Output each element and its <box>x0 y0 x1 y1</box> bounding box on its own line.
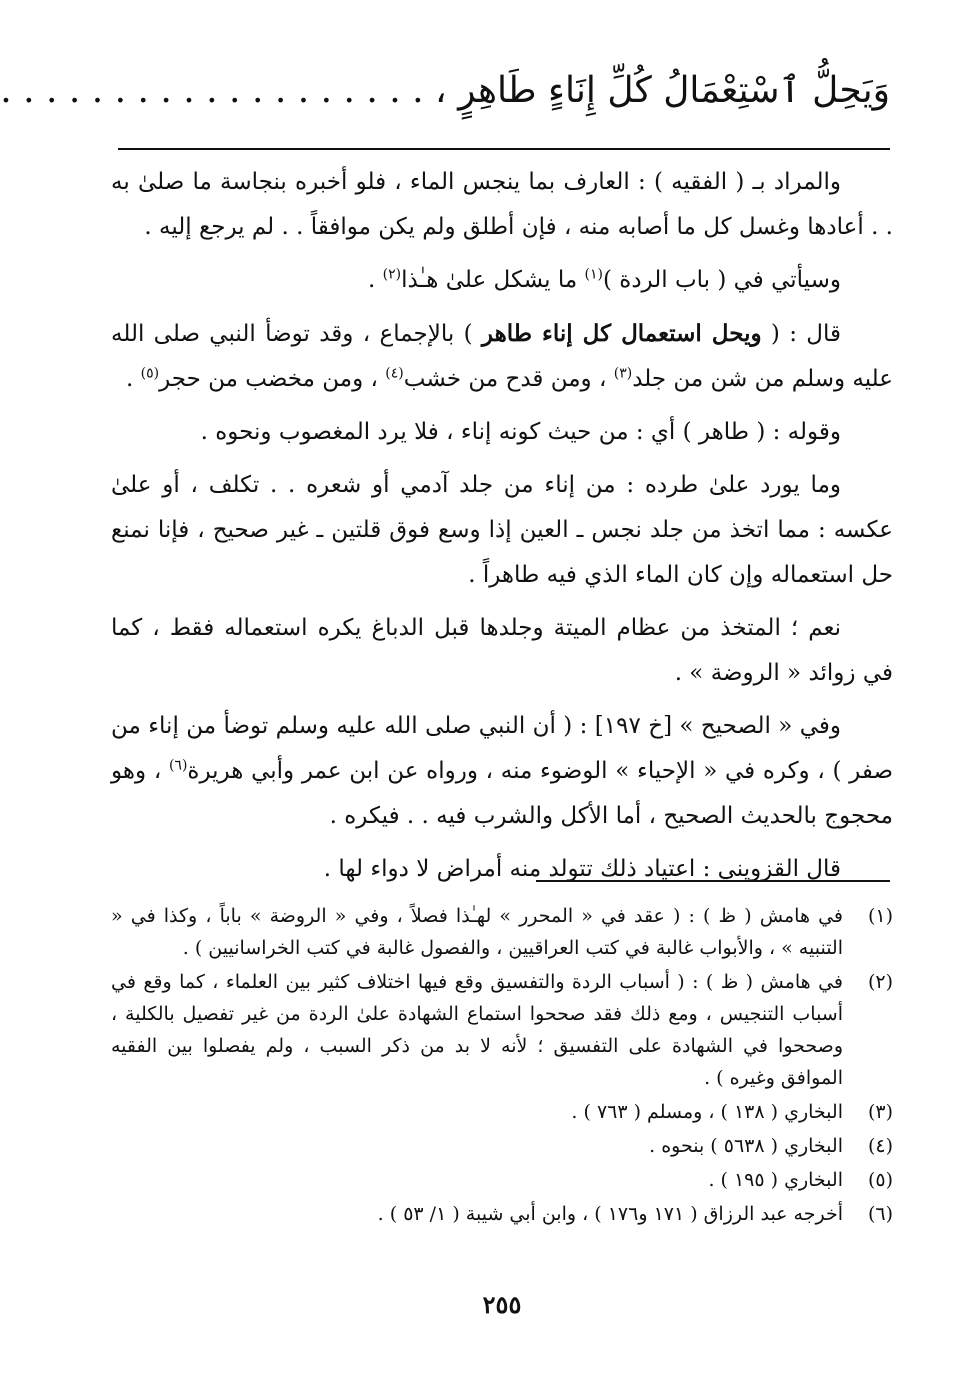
footnotes <box>111 900 893 1232</box>
paragraph-5: وما يورد علىٰ طرده : من إناء من جلد آدمي أو شعره . . تكلف ، أو علىٰ عكسه : مما اتخذ من جلد نجس ـ العين إذا وسع فوق قلتين ـ غير صحيح ، فإنا نمنع حل استعماله وإن كان الماء الذي فيه طاهراً . <box>111 472 893 588</box>
footnote-1 <box>111 900 893 964</box>
footnote-ref-5[interactable]: (٥) <box>140 365 160 382</box>
paragraph-7 <box>111 704 893 839</box>
footnote-text: البخاري ( ١٣٨ ) ، ومسلم ( ٧٦٣ ) . <box>571 1101 843 1123</box>
paragraph-1: والمراد بـ ( الفقيه ) : العارف بما ينجس الماء ، فلو أخبره بنجاسة ما صلىٰ به . . أعادها وغسل كل ما أصابه منه ، فإن أطلق ولم يكن موافقاً . . لم يرجع إليه . <box>111 169 893 240</box>
footnote-number: (٢) <box>867 971 893 993</box>
text-run: وفي « الصحيح » [خ ١٩٧] : ( أن النبي صلى الله عليه وسلم توضأ من إناء من صفر ) ، وكره في « الإحياء » الوضوء منه ، ورواه عن ابن عمر وأبي هريرة <box>111 713 893 784</box>
footnote-3 <box>111 1096 893 1128</box>
footnote-text: البخاري ( ٥٦٣٨ ) بنحوه . <box>649 1135 843 1157</box>
footnote-4 <box>111 1130 893 1162</box>
footnote-ref-6[interactable]: (٦) <box>168 757 188 774</box>
matn-quote: ويحل استعمال كل إناء طاهر <box>481 320 762 347</box>
footnote-5 <box>111 1164 893 1196</box>
text-run: قال : ( <box>761 321 842 347</box>
text-run: وسيأتي في ( باب الردة ) <box>602 267 841 293</box>
main-text <box>111 160 893 900</box>
text-run: ، ومن مخضب من حجر <box>159 366 386 392</box>
footnote-number: (٦) <box>867 1203 893 1225</box>
paragraph-2 <box>111 258 893 303</box>
text-run: . <box>367 267 383 293</box>
header-divider <box>118 148 890 150</box>
footnote-divider <box>536 880 890 882</box>
footnote-2 <box>111 966 893 1094</box>
footnote-number: (١) <box>867 905 893 927</box>
footnote-6 <box>111 1198 893 1230</box>
footnote-ref-1[interactable]: (١) <box>584 266 603 283</box>
footnote-number: (٥) <box>867 1169 893 1191</box>
paragraph-3 <box>111 311 893 402</box>
footnote-ref-4[interactable]: (٤) <box>385 365 404 382</box>
footnote-text: في هامش ( ظ ) : ( أسباب الردة والتفسيق وقع فيها اختلاف كثير بين العلماء ، كما وقع في أسباب التنجيس ، ومع ذلك فقد صححوا استماع الشهادة علىٰ الردة من غير تفصيل بالكلية ، وصححوا في الشهادة على التفسيق ؛ لأنه لا بد من ذكر السبب ، ولم يفصلوا بين الفقيه الموافق وغيره ) . <box>111 971 843 1089</box>
text-run: ، وهو محجوج بالحديث الصحيح ، أما الأكل والشرب فيه . . فيكره . <box>111 758 893 829</box>
text-run: ) بالإجماع ، وقد توضأ النبي صلى الله عليه وسلم من شن من جلد <box>111 321 893 392</box>
text-run: . <box>125 366 141 392</box>
footnote-number: (٣) <box>867 1101 893 1123</box>
running-header: وَيَحِلُّ ٱسْتِعْمَالُ كُلِّ إِنَاءٍ طَاهِرٍ ، . . . . . . . . . . . . . . . . . . . <box>0 70 890 111</box>
footnote-text: في هامش ( ظ ) : ( عقد في « المحرر » لهـٰذا فصلاً ، وفي « الروضة » باباً ، وكذا في « التنبيه » ، والأبواب غالبة في كتب العراقيين ، والفصول غالبة في كتب الخراسانيين ) . <box>111 905 843 959</box>
paragraph-8: قال القزويني : اعتياد ذلك تتولد منه أمراض لا دواء لها . <box>323 856 841 882</box>
paragraph-6: نعم ؛ المتخذ من عظام الميتة وجلدها قبل الدباغ يكره استعماله فقط ، كما في زوائد « الروضة » . <box>111 615 893 686</box>
footnote-ref-2[interactable]: (٢) <box>382 266 402 283</box>
footnote-text: أخرجه عبد الرزاق ( ١٧١ و١٧٦ ) ، وابن أبي شيبة ( ١/ ٥٣ ) . <box>377 1203 843 1225</box>
page-number: ٢٥٥ <box>482 1290 522 1319</box>
footnote-text: البخاري ( ١٩٥ ) . <box>708 1169 843 1191</box>
paragraph-4: وقوله : ( طاهر ) أي : من حيث كونه إناء ، فلا يرد المغصوب ونحوه . <box>200 419 841 445</box>
footnote-number: (٤) <box>867 1135 893 1157</box>
text-run: ما يشكل علىٰ هـٰذا <box>401 267 585 293</box>
text-run: ، ومن قدح من خشب <box>403 366 614 392</box>
footnote-ref-3[interactable]: (٣) <box>613 365 633 382</box>
